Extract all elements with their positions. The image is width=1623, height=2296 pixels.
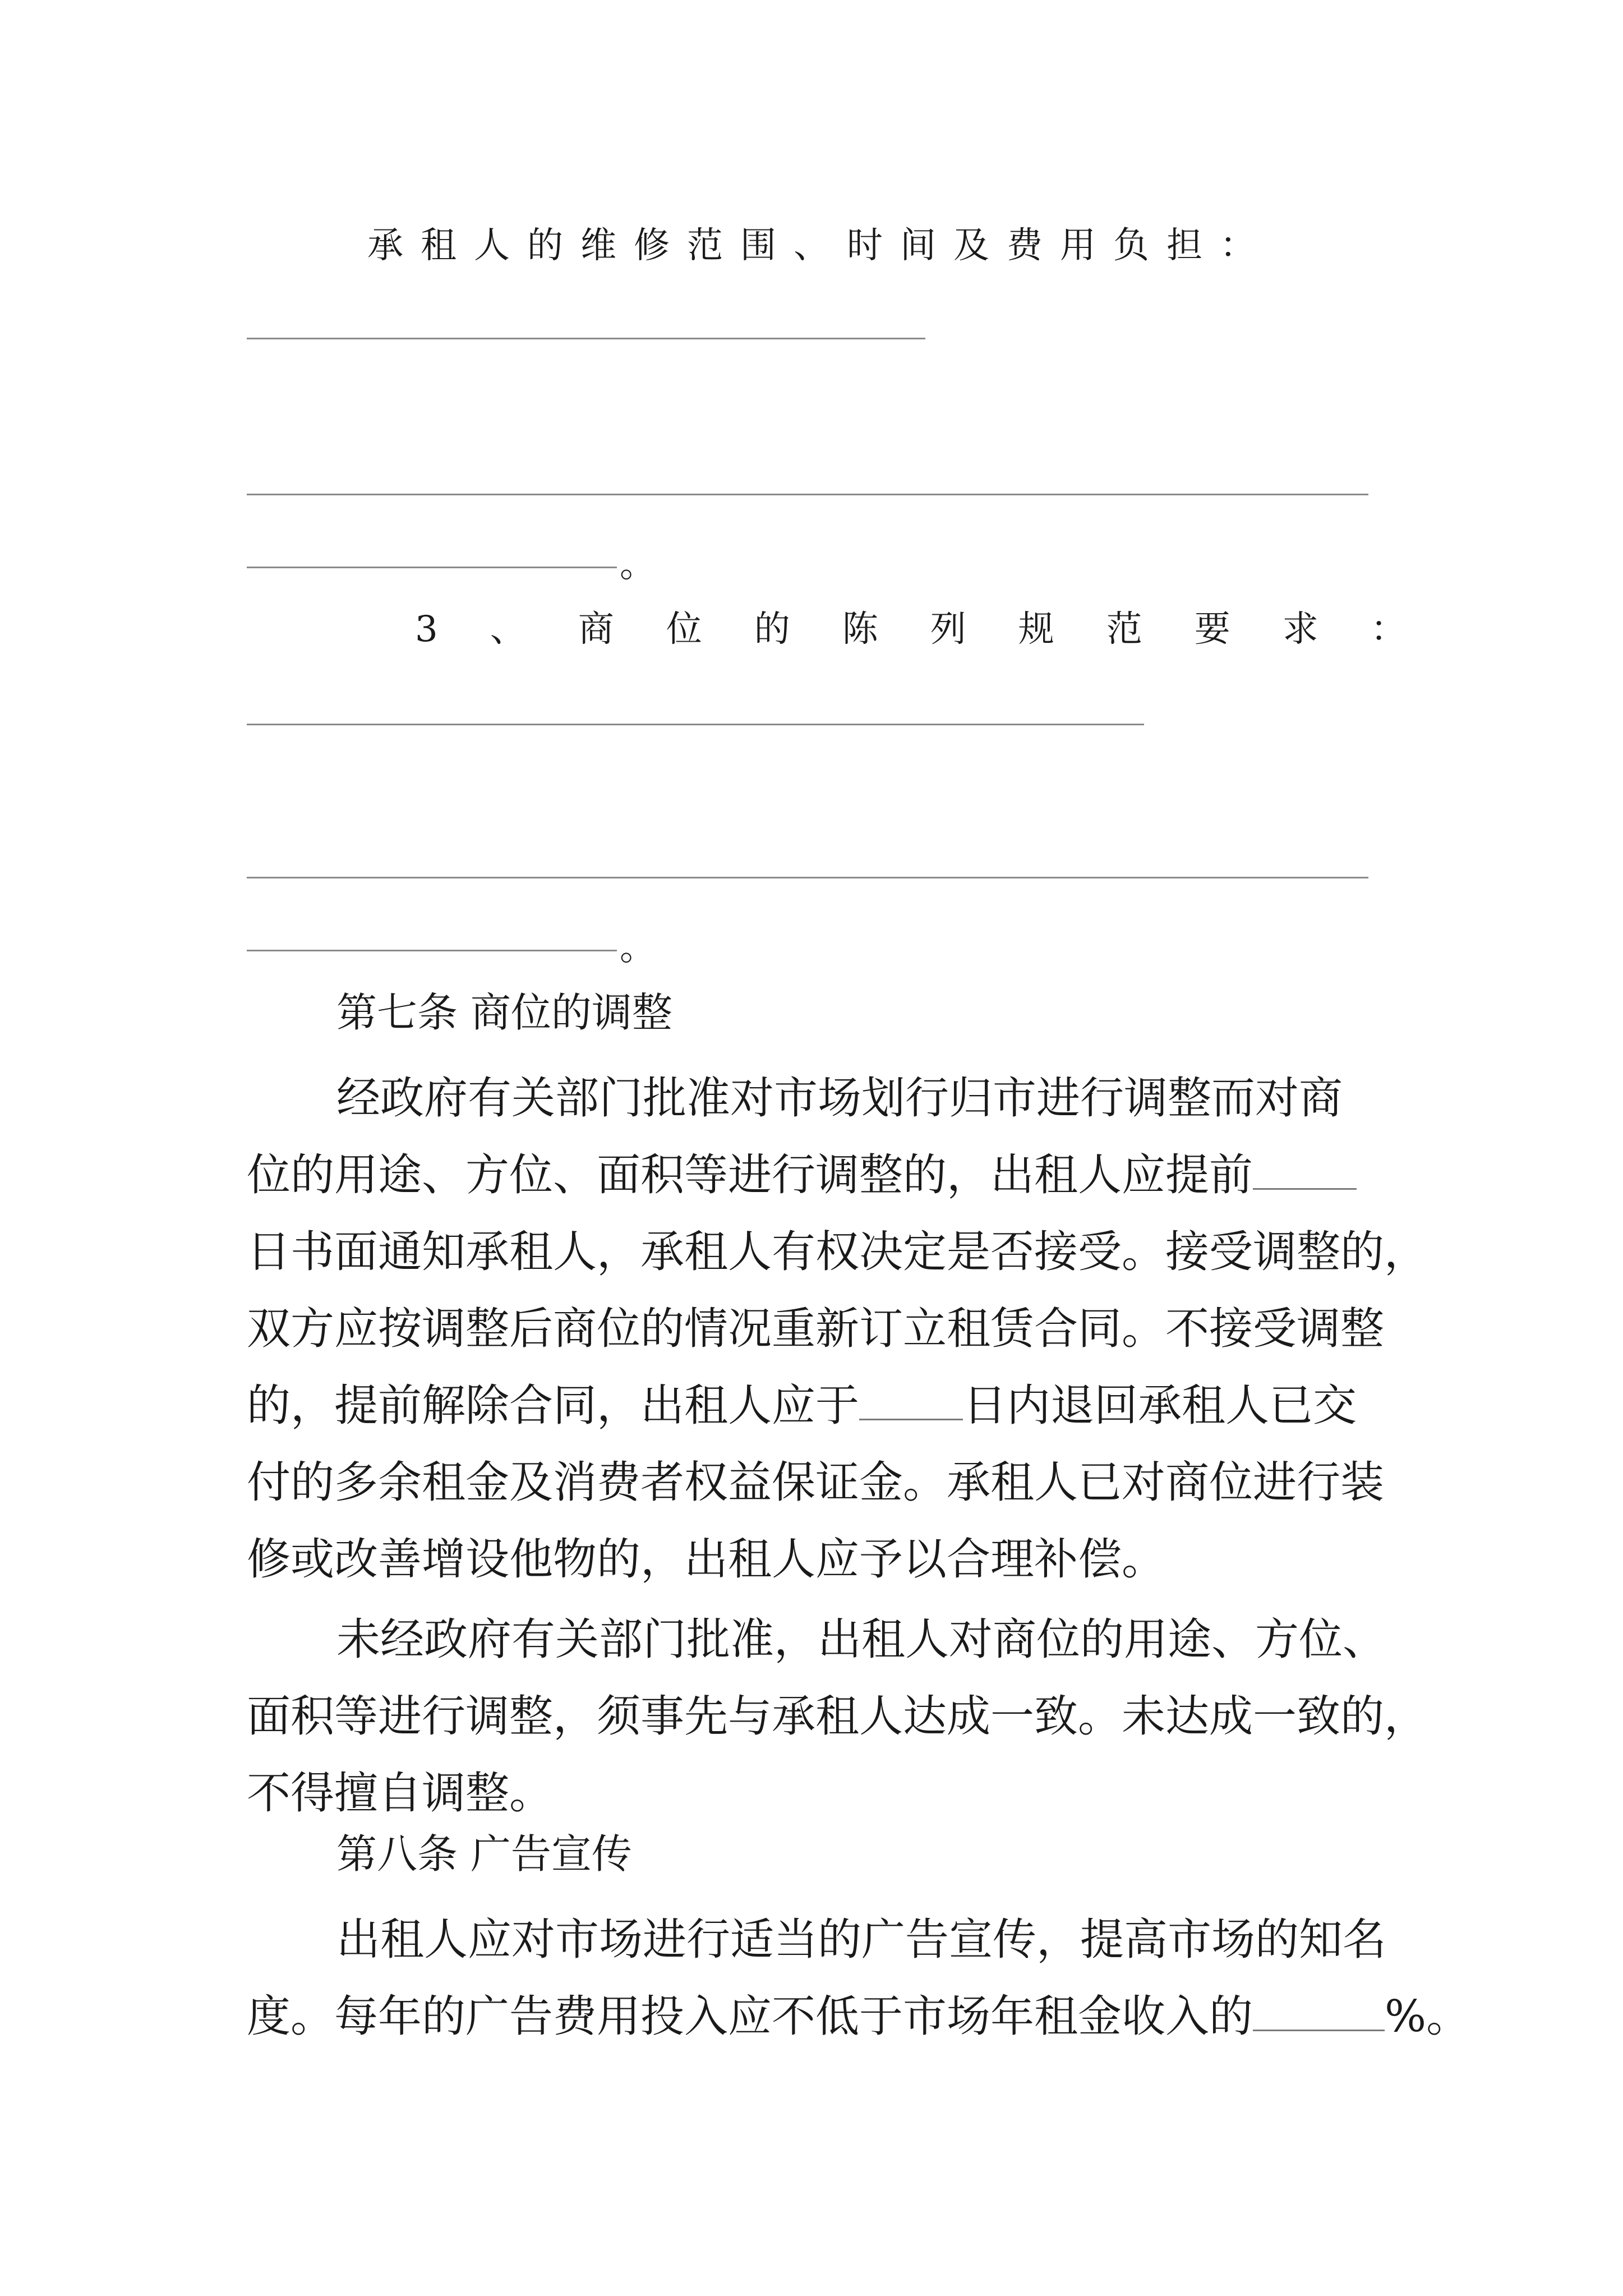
ad-percent-blank[interactable] [1253, 1993, 1385, 2031]
repair-blank-line-2[interactable] [247, 494, 1368, 495]
text-line: 出租人应对市场进行适当的广告宣传，提高市场的知名 [336, 1915, 1387, 1965]
article-8-title: 第八条 广告宣传 [336, 1830, 632, 1878]
display-blank-line-3[interactable] [247, 950, 617, 951]
text-line: 未经政府有关部门批准，出租人对商位的用途、方位、 [336, 1614, 1387, 1665]
repair-blank-line-3[interactable] [247, 567, 617, 568]
display-heading: 3、商位的陈列规范要求： [415, 609, 1459, 650]
article-7-paragraph-1 [247, 1060, 1428, 1598]
repair-blank-line-1[interactable] [247, 338, 925, 339]
article-8-paragraph-1 [247, 1902, 1470, 2055]
display-end-mark: 。 [620, 927, 656, 969]
text-line: 付的多余租金及消费者权益保证金。承租人已对商位进行装 [247, 1457, 1385, 1508]
text-line: 度。每年的广告费用投入应不低于市场年租金收入的 %。 [247, 1991, 1470, 2042]
article-7-paragraph-2 [247, 1602, 1428, 1832]
text-line: 修或改善增设他物的，出租人应予以合理补偿。 [247, 1534, 1166, 1585]
text-line: 面积等进行调整，须事先与承租人达成一致。未达成一致的， [247, 1691, 1428, 1742]
text-line: 不得擅自调整。 [247, 1768, 554, 1819]
repair-end-mark: 。 [620, 544, 656, 586]
days-notice-blank[interactable] [1253, 1151, 1357, 1190]
article-7-title: 第七条 商位的调整 [336, 989, 672, 1036]
refund-days-blank[interactable] [859, 1382, 963, 1420]
display-blank-line-2[interactable] [247, 877, 1368, 878]
repair-heading: 承租人的维修范围、时间及费用负担： [367, 225, 1273, 266]
text-line: 位的用途、方位、面积等进行调整的，出租人应提前 [247, 1137, 1428, 1214]
text-line: 的，提前解除合同，出租人应于 日内退回承租人已交 [247, 1381, 1357, 1431]
display-blank-line-1[interactable] [247, 724, 1144, 725]
text-line: 经政府有关部门批准对市场划行归市进行调整而对商 [336, 1073, 1343, 1124]
text-line: 日书面通知承租人，承租人有权决定是否接受。接受调整的， [247, 1227, 1428, 1277]
text-line: 双方应按调整后商位的情况重新订立租赁合同。不接受调整 [247, 1304, 1385, 1354]
